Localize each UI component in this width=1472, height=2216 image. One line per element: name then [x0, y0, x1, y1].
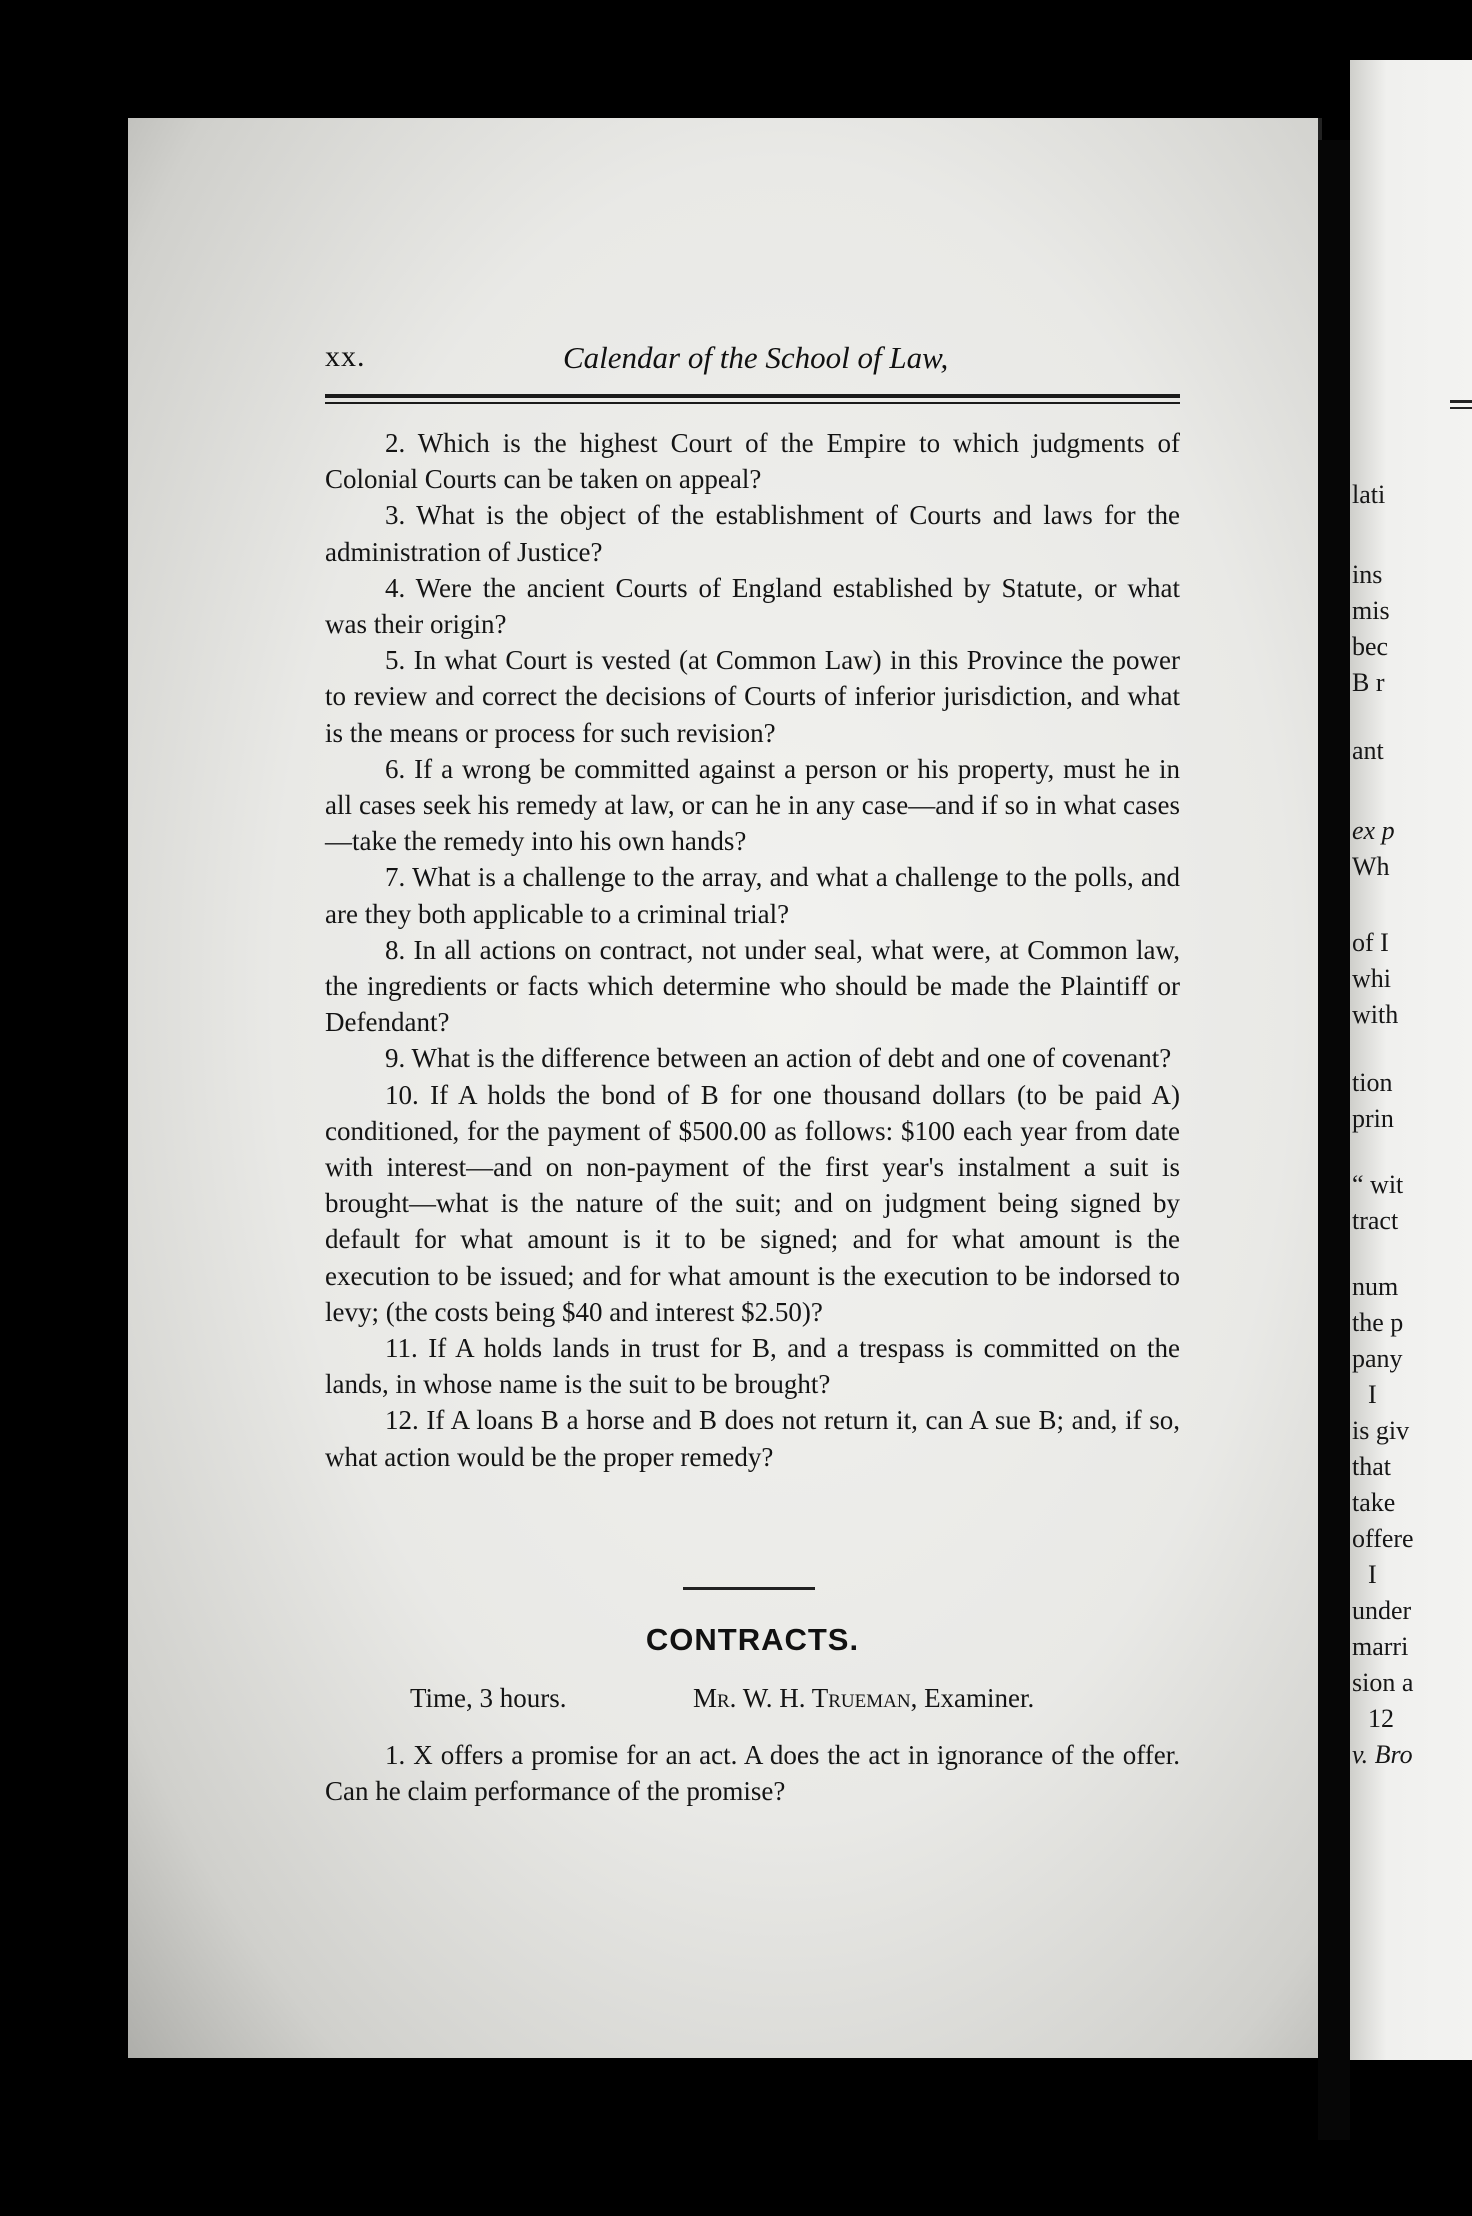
- examiner-prefix: Mr. W. H.: [693, 1683, 812, 1713]
- right-fragment: I: [1368, 1560, 1377, 1589]
- right-fragment: pany: [1352, 1344, 1403, 1373]
- right-fragment: B r: [1352, 668, 1385, 697]
- question-8: 8. In all actions on contract, not under seal, what were, at Common law, the ingredients or facts which determine who should be made the Plaintiff or Defendant?: [325, 934, 1180, 1038]
- right-fragment: lati: [1352, 480, 1386, 509]
- right-fragment: bec: [1352, 632, 1389, 661]
- right-fragment: that: [1352, 1452, 1391, 1481]
- examiner-suffix: , Examiner.: [910, 1683, 1035, 1713]
- question-3: 3. What is the object of the establishment of Courts and laws for the administration of Justice?: [325, 500, 1180, 567]
- right-fragment: offere: [1352, 1524, 1414, 1553]
- examiner-name: Trueman: [811, 1683, 911, 1713]
- exam-questions: [325, 425, 1180, 1475]
- right-fragment: prin: [1352, 1104, 1394, 1133]
- header-rule-thick: [325, 394, 1180, 398]
- right-fragment: of I: [1352, 928, 1389, 957]
- running-title: Calendar of the School of Law,: [563, 340, 949, 375]
- right-fragment: v. Bro: [1352, 1740, 1413, 1769]
- right-fragment: mis: [1352, 596, 1390, 625]
- right-fragment: marri: [1352, 1632, 1409, 1661]
- right-page-fragments: [1350, 60, 1472, 2060]
- section-heading-contracts: CONTRACTS.: [645, 1622, 860, 1657]
- right-fragment: with: [1352, 1000, 1399, 1029]
- right-fragment: the p: [1352, 1308, 1404, 1337]
- question-4: 4. Were the ancient Courts of England established by Statute, or what was their origin?: [325, 572, 1180, 640]
- question-10: 10. If A holds the bond of B for one thousand dollars (to be paid A) conditioned, for the payment of $500.00 as follows: $100 each year from date with interest—and on non-payment of the first year's instalment a suit is brought—what is the nature of the suit; and on judgment being signed by default for what amount is it to be signed; and for what amount is the execution to be issued; and for what amount is the execution to be indorsed to levy; (the costs being $40 and interest $2.50)?: [325, 1079, 1180, 1327]
- right-fragment: sion a: [1352, 1668, 1414, 1697]
- question-11: 11. If A holds lands in trust for B, and a trespass is committed on the lands, in whose name is the suit to be brought?: [325, 1333, 1180, 1400]
- right-fragment: Wh: [1352, 852, 1390, 881]
- exam-time: Time, 3 hours.: [410, 1683, 567, 1713]
- header-rule-thin: [325, 402, 1180, 404]
- right-fragment: tion: [1352, 1068, 1393, 1097]
- question-6: 6. If a wrong be committed against a person or his property, must he in all cases seek his remedy at law, or can he in any case—and if so in what cases—take the remedy into his own hands?: [325, 753, 1180, 857]
- page-header: [325, 340, 1185, 388]
- question-7: 7. What is a challenge to the array, and what a challenge to the polls, and are they both applicable to a criminal trial?: [325, 862, 1180, 929]
- contracts-questions: [325, 1737, 1180, 1809]
- right-fragment: under: [1352, 1596, 1412, 1625]
- right-fragment: num: [1352, 1272, 1399, 1301]
- book-gutter: [1318, 140, 1350, 2140]
- right-fragment: ex p: [1352, 816, 1395, 845]
- question-12: 12. If A loans B a horse and B does not return it, can A sue B; and, if so, what action would be the proper remedy?: [325, 1405, 1180, 1472]
- right-fragment: ins: [1352, 560, 1383, 589]
- right-fragment: is giv: [1352, 1416, 1410, 1445]
- right-fragment: I: [1368, 1380, 1377, 1409]
- right-fragment: ant: [1352, 736, 1384, 765]
- right-page-edge: [1350, 60, 1472, 2060]
- question-2: 2. Which is the highest Court of the Empire to which judgments of Colonial Courts can be taken on appeal?: [325, 428, 1180, 495]
- question-9: 9. What is the difference between an action of debt and one of covenant?: [385, 1043, 1172, 1074]
- exam-details: [410, 1683, 1210, 1723]
- contracts-question-1: 1. X offers a promise for an act. A does the act in ignorance of the offer. Can he claim performance of the promise?: [325, 1740, 1180, 1807]
- right-fragment: 12: [1368, 1704, 1394, 1733]
- right-fragment: take: [1352, 1488, 1396, 1517]
- section-divider: [683, 1587, 815, 1590]
- right-fragment: “ wit: [1352, 1170, 1404, 1199]
- page-number: xx.: [325, 340, 366, 373]
- right-fragment: whi: [1352, 964, 1391, 993]
- examiner: [693, 1683, 1034, 1714]
- question-5: 5. In what Court is vested (at Common Law) in this Province the power to review and correct the decisions of Courts of inferior jurisdiction, and what is the means or process for such revision?: [325, 645, 1180, 748]
- right-fragment: tract: [1352, 1206, 1399, 1235]
